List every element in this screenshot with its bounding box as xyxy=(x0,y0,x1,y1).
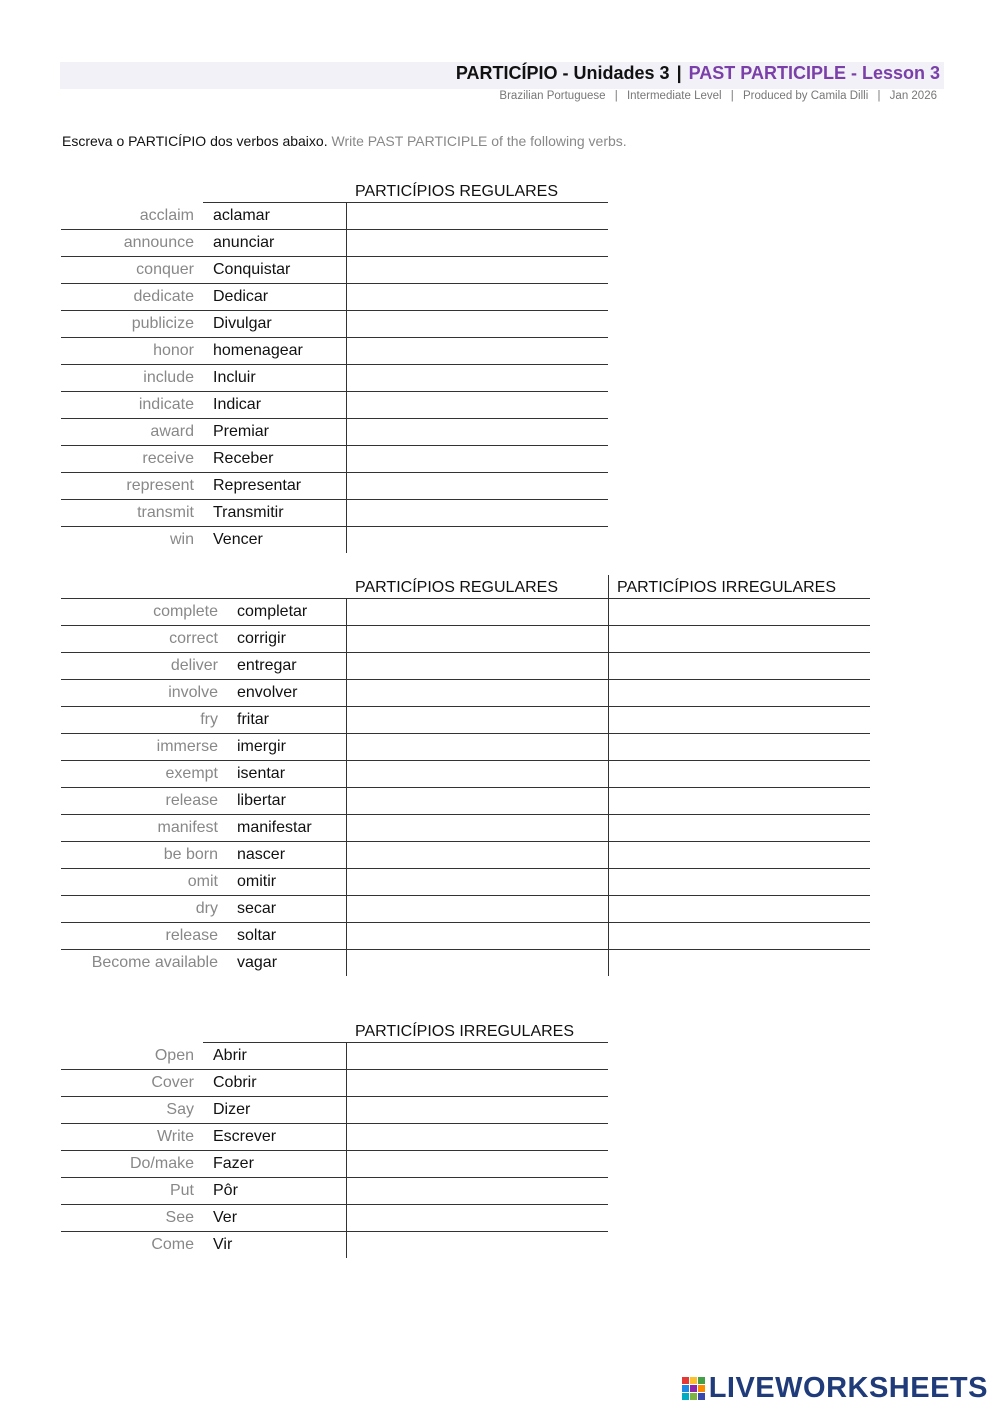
portuguese-verb: Representar xyxy=(213,477,302,494)
answer-cell[interactable] xyxy=(608,788,871,814)
table-row xyxy=(61,1232,608,1259)
table-row xyxy=(61,950,870,977)
table-row xyxy=(61,1151,608,1178)
english-verb: release xyxy=(165,792,218,809)
table-row xyxy=(61,842,870,869)
header-divider xyxy=(608,575,609,599)
portuguese-verb: manifestar xyxy=(237,819,312,836)
answer-cell[interactable] xyxy=(608,734,871,760)
english-verb: include xyxy=(143,369,194,386)
subtitle-author: Produced by Camila Dilli xyxy=(742,90,869,102)
answer-cell[interactable] xyxy=(346,527,609,553)
answer-cell[interactable] xyxy=(346,1178,609,1204)
liveworksheets-logo xyxy=(682,1372,988,1405)
answer-cell[interactable] xyxy=(346,500,609,526)
portuguese-verb: imergir xyxy=(237,738,286,755)
table-row xyxy=(61,1070,608,1097)
table-row xyxy=(61,1043,608,1070)
answer-cell[interactable] xyxy=(346,707,609,733)
worksheet-subtitle xyxy=(496,90,940,102)
column-header: PARTICÍPIOS REGULARES xyxy=(355,579,559,596)
instructions xyxy=(62,133,627,149)
answer-cell[interactable] xyxy=(346,284,609,310)
logo-text: LIVEWORKSHEETS xyxy=(708,1372,988,1404)
answer-cell[interactable] xyxy=(608,923,871,949)
logo-square xyxy=(698,1377,705,1384)
portuguese-verb: homenagear xyxy=(213,342,303,359)
portuguese-verb: omitir xyxy=(237,873,277,890)
answer-cell[interactable] xyxy=(346,1124,609,1150)
table-row xyxy=(61,734,870,761)
answer-cell[interactable] xyxy=(346,365,609,391)
subtitle-language: Brazilian Portuguese xyxy=(499,90,606,102)
title-english: PAST PARTICIPLE - Lesson 3 xyxy=(688,63,940,83)
table-row xyxy=(61,338,608,365)
english-verb: announce xyxy=(123,234,194,251)
english-verb: Write xyxy=(156,1128,194,1145)
english-verb: award xyxy=(150,423,194,440)
logo-square xyxy=(682,1377,689,1384)
english-verb: manifest xyxy=(157,819,218,836)
table-row xyxy=(61,1124,608,1151)
table-row xyxy=(61,230,608,257)
english-verb: transmit xyxy=(137,504,194,521)
portuguese-verb: Incluir xyxy=(213,369,256,386)
portuguese-verb: Fazer xyxy=(213,1155,254,1172)
table-row xyxy=(61,815,870,842)
answer-cell[interactable] xyxy=(346,653,609,679)
english-verb: immerse xyxy=(156,738,218,755)
table-row xyxy=(61,1205,608,1232)
portuguese-verb: Vencer xyxy=(213,531,263,548)
portuguese-verb: Dedicar xyxy=(213,288,269,305)
english-verb: publicize xyxy=(131,315,194,332)
english-verb: Become available xyxy=(91,954,218,971)
answer-cell[interactable] xyxy=(346,419,609,445)
answer-cell[interactable] xyxy=(346,680,609,706)
portuguese-verb: Ver xyxy=(213,1209,238,1226)
portuguese-verb: Premiar xyxy=(213,423,270,440)
title-portuguese: PARTICÍPIO - Unidades 3 xyxy=(455,63,670,83)
answer-cell[interactable] xyxy=(346,626,609,652)
table-row xyxy=(61,707,870,734)
answer-cell[interactable] xyxy=(346,788,609,814)
regular-participles-table xyxy=(61,179,608,554)
table-header xyxy=(61,179,608,203)
subtitle-separator: | xyxy=(877,90,881,102)
subtitle-level: Intermediate Level xyxy=(626,90,722,102)
table-row xyxy=(61,869,870,896)
english-verb: complete xyxy=(153,603,218,620)
table-row xyxy=(61,473,608,500)
portuguese-verb: Dizer xyxy=(213,1101,251,1118)
answer-cell[interactable] xyxy=(608,896,871,922)
answer-cell[interactable] xyxy=(346,761,609,787)
portuguese-verb: Vir xyxy=(213,1236,233,1253)
table-row xyxy=(61,527,608,554)
portuguese-verb: Transmitir xyxy=(213,504,284,521)
irregular-participles-table xyxy=(61,1019,608,1259)
table-row xyxy=(61,392,608,419)
answer-cell[interactable] xyxy=(608,707,871,733)
table-row xyxy=(61,896,870,923)
answer-cell[interactable] xyxy=(346,311,609,337)
answer-cell[interactable] xyxy=(346,203,609,229)
portuguese-verb: Receber xyxy=(213,450,274,467)
answer-cell[interactable] xyxy=(346,446,609,472)
logo-square xyxy=(690,1385,697,1392)
answer-cell[interactable] xyxy=(346,230,609,256)
portuguese-verb: Escrever xyxy=(213,1128,277,1145)
answer-cell[interactable] xyxy=(346,1070,609,1096)
answer-cell[interactable] xyxy=(346,734,609,760)
table-row xyxy=(61,653,870,680)
english-verb: correct xyxy=(169,630,218,647)
english-verb: dry xyxy=(195,900,218,917)
portuguese-verb: corrigir xyxy=(237,630,286,647)
portuguese-verb: fritar xyxy=(237,711,269,728)
english-verb: acclaim xyxy=(139,207,194,224)
table-row xyxy=(61,680,870,707)
answer-cell[interactable] xyxy=(346,473,609,499)
liveworksheets-logo-icon xyxy=(682,1377,705,1400)
english-verb: conquer xyxy=(136,261,194,278)
english-verb: deliver xyxy=(170,657,218,674)
answer-cell[interactable] xyxy=(346,869,609,895)
answer-cell[interactable] xyxy=(346,950,609,976)
english-verb: Open xyxy=(154,1047,194,1064)
portuguese-verb: Conquistar xyxy=(213,261,291,278)
answer-cell[interactable] xyxy=(608,680,871,706)
instructions-portuguese: Escreva o PARTICÍPIO dos verbos abaixo. xyxy=(62,133,328,149)
answer-cell[interactable] xyxy=(608,842,871,868)
portuguese-verb: completar xyxy=(237,603,308,620)
english-verb: Cover xyxy=(151,1074,194,1091)
portuguese-verb: secar xyxy=(237,900,277,917)
english-verb: Say xyxy=(166,1101,194,1118)
english-verb: Come xyxy=(151,1236,194,1253)
answer-cell[interactable] xyxy=(346,392,609,418)
answer-cell[interactable] xyxy=(608,869,871,895)
logo-square xyxy=(690,1377,697,1384)
english-verb: receive xyxy=(142,450,194,467)
portuguese-verb: Pôr xyxy=(213,1182,238,1199)
english-verb: involve xyxy=(168,684,218,701)
table-header xyxy=(61,575,870,599)
table-row xyxy=(61,419,608,446)
instructions-english: Write PAST PARTICIPLE of the following verbs. xyxy=(331,133,627,149)
english-verb: exempt xyxy=(165,765,218,782)
table-row xyxy=(61,788,870,815)
table-row xyxy=(61,311,608,338)
portuguese-verb: soltar xyxy=(237,927,277,944)
logo-square xyxy=(682,1393,689,1400)
portuguese-verb: Divulgar xyxy=(213,315,272,332)
answer-cell[interactable] xyxy=(346,599,609,625)
subtitle-separator: | xyxy=(614,90,618,102)
english-verb: represent xyxy=(126,477,194,494)
answer-cell[interactable] xyxy=(608,653,871,679)
answer-cell[interactable] xyxy=(608,761,871,787)
logo-square xyxy=(690,1393,697,1400)
answer-cell[interactable] xyxy=(608,599,871,625)
portuguese-verb: entregar xyxy=(237,657,297,674)
english-verb: win xyxy=(169,531,194,548)
answer-cell[interactable] xyxy=(346,1232,609,1258)
english-verb: honor xyxy=(153,342,194,359)
answer-cell[interactable] xyxy=(608,626,871,652)
table-row xyxy=(61,1097,608,1124)
column-header: PARTICÍPIOS IRREGULARES xyxy=(617,579,837,596)
worksheet-title xyxy=(456,63,940,84)
answer-cell[interactable] xyxy=(346,842,609,868)
regular-irregular-participles-table xyxy=(61,575,870,977)
table-row xyxy=(61,761,870,788)
answer-cell[interactable] xyxy=(346,257,609,283)
answer-cell[interactable] xyxy=(346,1043,609,1069)
table-row xyxy=(61,365,608,392)
table-row xyxy=(61,1178,608,1205)
english-verb: be born xyxy=(163,846,218,863)
english-verb: indicate xyxy=(138,396,194,413)
portuguese-verb: nascer xyxy=(237,846,286,863)
answer-cell[interactable] xyxy=(346,1151,609,1177)
english-verb: Put xyxy=(169,1182,194,1199)
portuguese-verb: libertar xyxy=(237,792,286,809)
logo-square xyxy=(682,1385,689,1392)
logo-square xyxy=(698,1393,705,1400)
portuguese-verb: vagar xyxy=(237,954,278,971)
english-verb: dedicate xyxy=(133,288,194,305)
portuguese-verb: isentar xyxy=(237,765,286,782)
table-row xyxy=(61,626,870,653)
english-verb: See xyxy=(165,1209,194,1226)
answer-cell[interactable] xyxy=(346,1097,609,1123)
logo-square xyxy=(698,1385,705,1392)
portuguese-verb: anunciar xyxy=(213,234,275,251)
portuguese-verb: Indicar xyxy=(213,396,262,413)
english-verb: release xyxy=(165,927,218,944)
portuguese-verb: envolver xyxy=(237,684,298,701)
table-row xyxy=(61,599,870,626)
subtitle-date: Jan 2026 xyxy=(889,90,937,102)
table-row xyxy=(61,500,608,527)
column-header: PARTICÍPIOS IRREGULARES xyxy=(355,1023,575,1040)
column-header: PARTICÍPIOS REGULARES xyxy=(355,183,559,200)
answer-cell[interactable] xyxy=(346,338,609,364)
answer-cell[interactable] xyxy=(346,896,609,922)
subtitle-separator: | xyxy=(730,90,734,102)
english-verb: omit xyxy=(187,873,218,890)
english-verb: Do/make xyxy=(129,1155,194,1172)
answer-cell[interactable] xyxy=(346,923,609,949)
portuguese-verb: Cobrir xyxy=(213,1074,257,1091)
answer-cell[interactable] xyxy=(346,815,609,841)
table-row xyxy=(61,446,608,473)
table-row xyxy=(61,257,608,284)
portuguese-verb: aclamar xyxy=(213,207,270,224)
table-header xyxy=(61,1019,608,1043)
answer-cell[interactable] xyxy=(608,950,871,976)
answer-cell[interactable] xyxy=(608,815,871,841)
portuguese-verb: Abrir xyxy=(213,1047,247,1064)
table-row xyxy=(61,923,870,950)
title-separator: | xyxy=(676,63,682,83)
english-verb: fry xyxy=(200,711,218,728)
table-row xyxy=(61,284,608,311)
answer-cell[interactable] xyxy=(346,1205,609,1231)
table-row xyxy=(61,203,608,230)
